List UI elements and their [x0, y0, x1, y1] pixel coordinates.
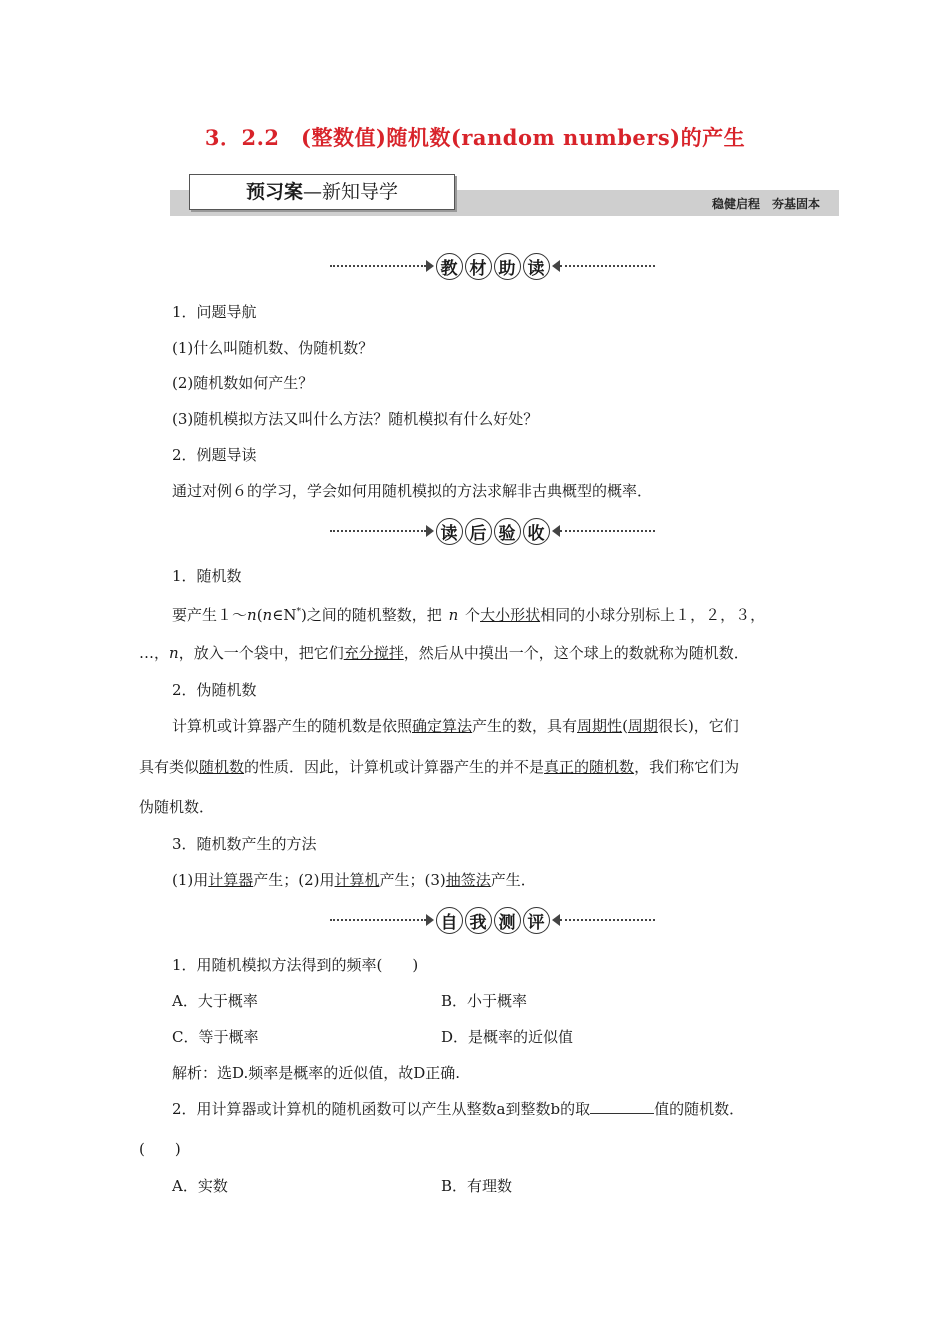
heading-random-number: 1．随机数	[172, 567, 242, 585]
paragraph-random-number-2: …，n，放入一个袋中，把它们充分搅拌，然后从中摸出一个，这个球上的数就称为随机数．	[139, 644, 749, 662]
heading-example-reading: 2．例题导读	[172, 446, 257, 464]
option-b: B．小于概率	[441, 992, 528, 1010]
heading-pseudo-random: 2．伪随机数	[172, 681, 257, 699]
fill-in-blank	[590, 1099, 654, 1114]
dotted-line-right	[560, 530, 656, 532]
header-char: 测	[494, 907, 521, 934]
option-a-2: A．实数	[172, 1177, 228, 1195]
answer-computer: 计算机	[334, 871, 380, 889]
arrow-left-icon	[552, 525, 560, 537]
arrow-right-icon	[426, 260, 434, 272]
header-char: 助	[494, 253, 521, 280]
answer-lottery: 抽签法	[445, 871, 491, 889]
header-char: 后	[465, 518, 492, 545]
arrow-right-icon	[426, 914, 434, 926]
paragraph-pseudo-2: 具有类似随机数的性质．因此，计算机或计算器产生的并不是真正的随机数，我们称它们为	[139, 758, 740, 776]
example-reading-text: 通过对例６的学习，学会如何用随机模拟的方法求解非古典概型的概率．	[172, 482, 653, 500]
arrow-left-icon	[552, 914, 560, 926]
banner-slogan: 稳健启程 夯基固本	[711, 197, 820, 211]
answer-true-random: 真正的随机数	[544, 758, 635, 776]
option-d: D．是概率的近似值	[441, 1028, 574, 1046]
answer-paren: ( )	[139, 1140, 181, 1158]
answer-stir-fully: 充分搅拌	[343, 644, 404, 662]
paragraph-pseudo-3: 伪随机数．	[139, 798, 215, 816]
answer-periodicity: 周期性	[577, 717, 623, 735]
dotted-line-left	[330, 265, 426, 267]
header-char: 读	[523, 253, 550, 280]
dotted-line-right	[560, 919, 656, 921]
answer-deterministic-algorithm: 确定算法	[412, 717, 473, 735]
heading-problem-navigation: 1．问题导航	[172, 303, 257, 321]
dotted-line-right	[560, 265, 656, 267]
paragraph-pseudo-1: 计算机或计算器产生的随机数是依照确定算法产生的数，具有周期性(周期很长)，它们	[172, 717, 739, 735]
dotted-line-left	[330, 919, 426, 921]
header-char: 收	[523, 518, 550, 545]
arrow-right-icon	[426, 525, 434, 537]
banner-rest-text: —新知导学	[303, 181, 399, 203]
test-question-2: 2．用计算器或计算机的随机函数可以产生从整数a到整数b的取 值的随机数．	[172, 1100, 745, 1118]
header-char: 教	[436, 253, 463, 280]
header-char: 材	[465, 253, 492, 280]
question-3: (3)随机模拟方法又叫什么方法？随机模拟有什么好处？	[172, 410, 539, 428]
paragraph-methods: (1)用计算器产生；(2)用计算机产生；(3)抽签法产生．	[172, 871, 536, 889]
option-b-2: B．有理数	[441, 1177, 513, 1195]
heading-generation-methods: 3．随机数产生的方法	[172, 835, 317, 853]
dotted-line-left	[330, 530, 426, 532]
banner-bold-text: 预习案	[245, 181, 303, 203]
answer-calculator: 计算器	[208, 871, 254, 889]
solution-1: 解析：选D.频率是概率的近似值，故D正确.	[172, 1064, 461, 1082]
test-question-1: 1．用随机模拟方法得到的频率( )	[172, 956, 419, 974]
section-banner-label	[189, 174, 455, 210]
paragraph-random-number-1: 要产生１～n(n∈N*)之间的随机整数，把 n 个大小形状相同的小球分别标上１，２，３，	[172, 606, 766, 624]
header-char: 自	[436, 907, 463, 934]
answer-random-number: 随机数	[199, 758, 245, 776]
answer-size-shape: 大小形状	[480, 606, 541, 624]
option-a: A．大于概率	[172, 992, 258, 1010]
answer-period: 周期	[627, 717, 658, 735]
header-char: 读	[436, 518, 463, 545]
header-char: 评	[523, 907, 550, 934]
question-1: (1)什么叫随机数、伪随机数？	[172, 339, 374, 357]
header-char: 我	[465, 907, 492, 934]
section-header-post-reading-check	[330, 514, 655, 548]
arrow-left-icon	[552, 260, 560, 272]
option-c: C．等于概率	[172, 1028, 259, 1046]
section-header-self-test	[330, 903, 655, 937]
question-2: (2)随机数如何产生？	[172, 374, 314, 392]
header-char: 验	[494, 518, 521, 545]
section-header-textbook-reading	[330, 249, 655, 283]
page-title: 3．2.2 (整数值)随机数(random numbers)的产生	[204, 125, 746, 150]
